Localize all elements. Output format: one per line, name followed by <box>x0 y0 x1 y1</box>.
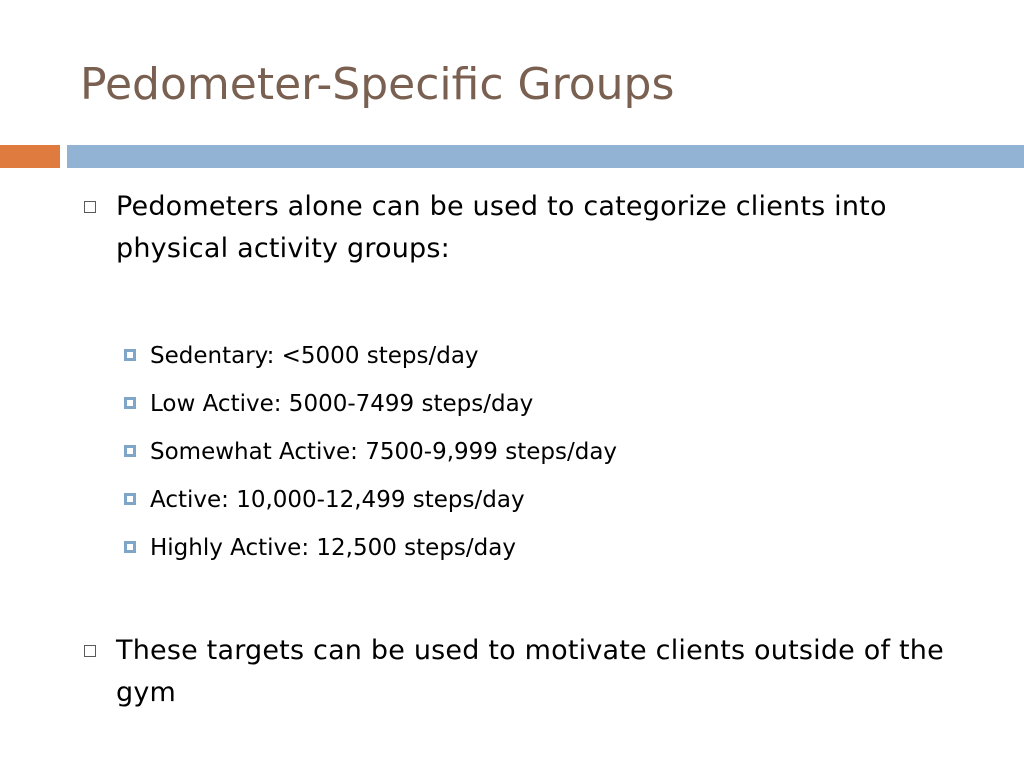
slide-title: Pedometer-Specific Groups <box>80 59 675 110</box>
sub-bullet-text: Highly Active: 12,500 steps/day <box>150 535 516 561</box>
sub-bullet-item <box>124 432 617 480</box>
sub-bullet-text: Sedentary: <5000 steps/day <box>150 343 479 369</box>
sub-bullet-item <box>124 384 617 432</box>
framed-square-bullet-icon <box>124 397 136 409</box>
sub-bullet-list <box>124 336 617 576</box>
sub-bullet-text: Low Active: 5000-7499 steps/day <box>150 391 534 417</box>
bullet-text: These targets can be used to motivate clients outside of the gym <box>116 635 944 708</box>
sub-bullet-text: Active: 10,000-12,499 steps/day <box>150 487 525 513</box>
bullet-item <box>84 630 984 714</box>
sub-bullet-text: Somewhat Active: 7500-9,999 steps/day <box>150 439 618 465</box>
framed-square-bullet-icon <box>124 349 136 361</box>
hollow-square-bullet-icon <box>84 645 96 657</box>
sub-bullet-item <box>124 528 617 576</box>
framed-square-bullet-icon <box>124 541 136 553</box>
hollow-square-bullet-icon <box>84 201 96 213</box>
framed-square-bullet-icon <box>124 493 136 505</box>
sub-bullet-item <box>124 336 617 384</box>
sub-bullet-item <box>124 480 617 528</box>
bullet-item <box>84 186 984 270</box>
framed-square-bullet-icon <box>124 445 136 457</box>
bullet-text: Pedometers alone can be used to categorize clients into physical activity groups: <box>116 191 887 264</box>
